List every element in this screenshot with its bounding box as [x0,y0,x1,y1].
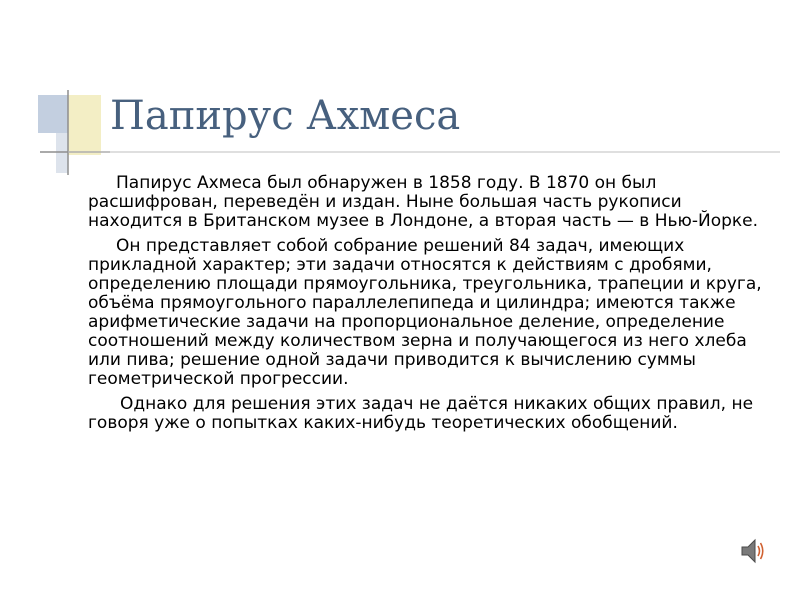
decor-square-blue [38,95,68,133]
slide-body [88,174,778,439]
paragraph-3: Однако для решения этих задач не даётся никаких общих правил, не говоря уже о попытках каких-нибудь теоретических обобщений. [88,394,754,433]
paragraph-1: Папирус Ахмеса был обнаружен в 1858 году. В 1870 он был расшифрован, переведён и издан. Ныне большая часть рукописи находится в Британском музее в Лондоне, а вторая часть — в Нью-Йорке. [88,173,759,231]
slide-title: Папирус Ахмеса [110,93,461,139]
decor-square-light [56,133,68,173]
speaker-icon[interactable] [740,536,766,566]
paragraph-2: Он представляет собой собрание решений 84 задач, имеющих прикладной характер; эти задачи относятся к действиям с дробями, определению площади прямоугольника, треугольника, трапеции и круга, объёма прямоугольного параллелепипеда и цилиндра; имеются также арифметические задачи на пропорциональное деление, определение соотношений между количеством зерна и получающегося из него хлеба или пива; решение одной задачи приводится к вычислению суммы геометрической прогрессии. [88,236,762,389]
